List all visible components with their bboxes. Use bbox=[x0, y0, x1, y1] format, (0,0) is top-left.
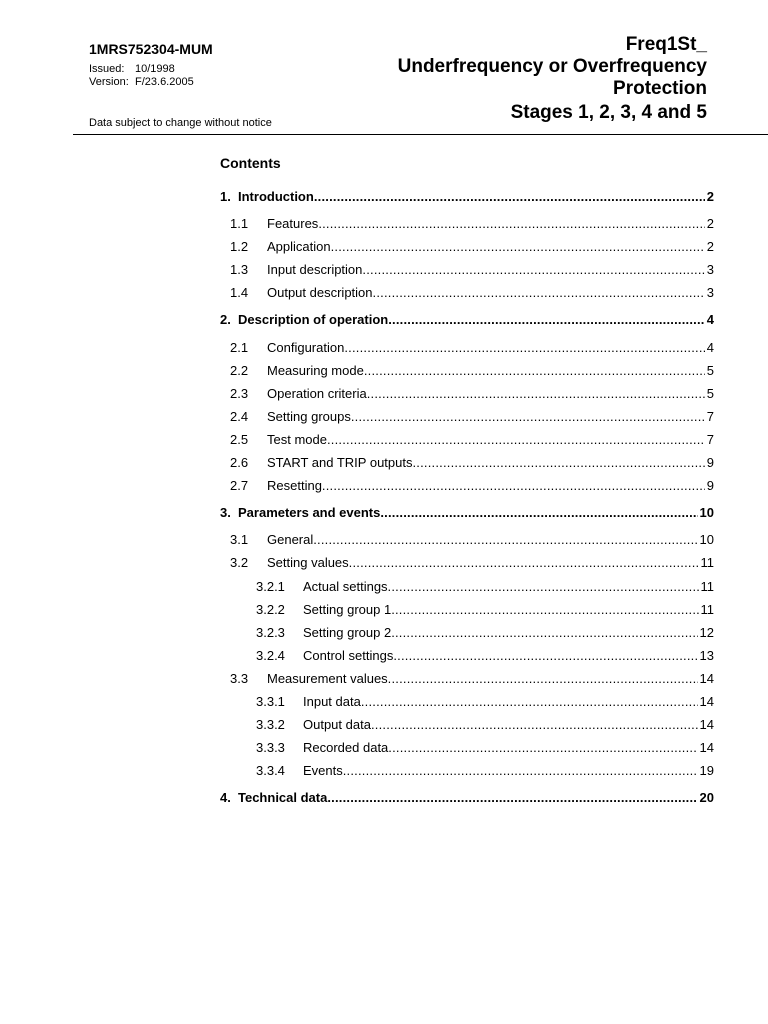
toc-entry-title: Setting values bbox=[267, 555, 349, 571]
toc-dot-leader bbox=[364, 359, 705, 382]
toc-list bbox=[220, 185, 714, 809]
toc-dot-leader bbox=[391, 598, 698, 621]
toc-entry[interactable] bbox=[220, 667, 714, 690]
toc-entry-number: 1. bbox=[220, 189, 231, 204]
toc-dot-leader bbox=[388, 736, 697, 759]
issued-value: 10/1998 bbox=[135, 63, 175, 75]
title-line: Underfrequency or Overfrequency bbox=[397, 56, 707, 77]
toc-entry-page: 4 bbox=[706, 312, 714, 328]
toc-entry-number: 3.3.3 bbox=[256, 740, 285, 756]
toc-entry[interactable] bbox=[220, 235, 714, 258]
toc-dot-leader bbox=[393, 644, 697, 667]
toc-dot-leader bbox=[380, 501, 697, 524]
toc-entry[interactable] bbox=[220, 451, 714, 474]
toc-entry-page: 2 bbox=[706, 239, 714, 255]
toc-entry-page: 2 bbox=[706, 216, 714, 232]
toc-dot-leader bbox=[362, 258, 704, 281]
toc-entry-number: 2.7 bbox=[230, 478, 249, 494]
toc-entry-page: 10 bbox=[699, 505, 714, 521]
toc-entry-title: General bbox=[267, 532, 314, 548]
toc-entry-page: 13 bbox=[699, 647, 714, 663]
toc-entry-page: 11 bbox=[700, 601, 714, 617]
toc-entry-title: Technical data bbox=[238, 790, 328, 806]
toc-entry-title: Parameters and events bbox=[238, 505, 381, 521]
toc-entry-title: Operation criteria bbox=[267, 385, 367, 401]
toc-entry-title: Output data bbox=[303, 717, 371, 733]
toc-entry-number: 1.3 bbox=[230, 262, 249, 278]
toc-entry-page: 12 bbox=[699, 624, 714, 640]
version-label: Version: bbox=[89, 76, 129, 88]
toc-entry[interactable] bbox=[220, 258, 714, 281]
toc-entry[interactable] bbox=[220, 713, 714, 736]
issued-label: Issued: bbox=[89, 63, 125, 75]
toc-entry[interactable] bbox=[220, 759, 714, 782]
toc-entry-page: 7 bbox=[706, 408, 714, 424]
toc-dot-leader bbox=[327, 786, 697, 809]
toc-dot-leader bbox=[331, 235, 705, 258]
toc-entry-number: 4. bbox=[220, 790, 231, 806]
toc-entry-number: 2.1 bbox=[230, 339, 249, 355]
toc-entry-number: 1.1 bbox=[230, 216, 249, 232]
toc-entry-page: 19 bbox=[699, 763, 714, 779]
toc-entry-page: 10 bbox=[699, 532, 714, 548]
toc-entry[interactable] bbox=[220, 621, 714, 644]
toc-dot-leader bbox=[371, 713, 698, 736]
toc-entry-page: 14 bbox=[699, 740, 714, 756]
toc-entry-number: 1.2 bbox=[230, 239, 249, 255]
toc-entry-number: 1.4 bbox=[230, 285, 249, 301]
toc-dot-leader bbox=[361, 690, 698, 713]
toc-dot-leader bbox=[373, 281, 705, 304]
toc-entry[interactable] bbox=[220, 528, 714, 551]
toc-entry[interactable] bbox=[220, 786, 714, 809]
toc-dot-leader bbox=[388, 667, 698, 690]
version-value: F/23.6.2005 bbox=[135, 76, 194, 88]
toc-entry-title: Measuring mode bbox=[267, 362, 364, 378]
toc-entry-title: Configuration bbox=[267, 339, 345, 355]
toc-entry[interactable] bbox=[220, 644, 714, 667]
toc-entry[interactable] bbox=[220, 212, 714, 235]
toc-entry-title: Setting groups bbox=[267, 408, 351, 424]
toc-dot-leader bbox=[388, 308, 705, 331]
toc-entry[interactable] bbox=[220, 405, 714, 428]
toc-dot-leader bbox=[391, 621, 697, 644]
toc-entry-page: 3 bbox=[706, 285, 714, 301]
toc-entry-number: 3.3.4 bbox=[256, 763, 285, 779]
toc-entry[interactable] bbox=[220, 336, 714, 359]
toc-entry-number: 3.3.1 bbox=[256, 693, 285, 709]
toc-entry[interactable] bbox=[220, 308, 714, 331]
toc-entry-number: 2.6 bbox=[230, 455, 249, 471]
toc-entry-number: 2.4 bbox=[230, 408, 249, 424]
toc-entry[interactable] bbox=[220, 551, 714, 574]
toc-entry-number: 3.2.4 bbox=[256, 647, 285, 663]
toc-entry-number: 2.5 bbox=[230, 431, 249, 447]
toc-entry[interactable] bbox=[220, 281, 714, 304]
toc-entry-number: 3. bbox=[220, 505, 231, 521]
toc-entry-title: Actual settings bbox=[303, 578, 388, 594]
toc-dot-leader bbox=[344, 336, 704, 359]
toc-entry-number: 2.2 bbox=[230, 362, 249, 378]
toc-dot-leader bbox=[351, 405, 705, 428]
title-line: Protection bbox=[613, 78, 707, 99]
toc-entry[interactable] bbox=[220, 185, 714, 208]
table-of-contents bbox=[220, 155, 714, 809]
title-line: Stages 1, 2, 3, 4 and 5 bbox=[510, 102, 707, 123]
toc-entry-number: 3.3.2 bbox=[256, 717, 285, 733]
toc-entry-number: 3.2.1 bbox=[256, 578, 285, 594]
toc-entry-page: 11 bbox=[700, 555, 714, 571]
toc-entry[interactable] bbox=[220, 736, 714, 759]
version-line bbox=[89, 76, 194, 89]
toc-entry[interactable] bbox=[220, 474, 714, 497]
change-notice: Data subject to change without notice bbox=[89, 117, 272, 129]
title-line: Freq1St_ bbox=[625, 34, 707, 55]
toc-entry-title: Features bbox=[267, 216, 319, 232]
toc-entry-title: Application bbox=[267, 239, 331, 255]
toc-entry[interactable] bbox=[220, 501, 714, 524]
toc-entry-title: START and TRIP outputs bbox=[267, 455, 413, 471]
toc-entry-page: 14 bbox=[699, 693, 714, 709]
toc-dot-leader bbox=[314, 185, 705, 208]
toc-dot-leader bbox=[388, 575, 699, 598]
toc-entry-number: 2. bbox=[220, 312, 231, 328]
toc-entry-number: 3.2 bbox=[230, 555, 249, 571]
toc-entry-number: 3.1 bbox=[230, 532, 249, 548]
toc-entry-number: 3.3 bbox=[230, 670, 249, 686]
toc-entry-number: 3.2.2 bbox=[256, 601, 285, 617]
toc-dot-leader bbox=[322, 474, 705, 497]
toc-entry-title: Setting group 2 bbox=[303, 624, 392, 640]
toc-entry-page: 4 bbox=[706, 339, 714, 355]
toc-entry-title: Description of operation bbox=[238, 312, 389, 328]
toc-entry[interactable] bbox=[220, 598, 714, 621]
toc-entry[interactable] bbox=[220, 382, 714, 405]
toc-dot-leader bbox=[413, 451, 705, 474]
toc-dot-leader bbox=[349, 551, 699, 574]
toc-entry[interactable] bbox=[220, 690, 714, 713]
toc-entry-page: 9 bbox=[706, 478, 714, 494]
toc-entry-number: 2.3 bbox=[230, 385, 249, 401]
issued-line bbox=[89, 63, 175, 76]
header-divider bbox=[73, 134, 768, 135]
toc-entry-title: Control settings bbox=[303, 647, 394, 663]
toc-entry-title: Setting group 1 bbox=[303, 601, 392, 617]
contents-heading: Contents bbox=[220, 155, 281, 171]
toc-entry-title: Resetting bbox=[267, 478, 322, 494]
toc-entry-page: 2 bbox=[706, 189, 714, 204]
toc-entry-page: 5 bbox=[706, 362, 714, 378]
toc-entry-page: 7 bbox=[706, 431, 714, 447]
toc-dot-leader bbox=[313, 528, 697, 551]
toc-entry-title: Input data bbox=[303, 693, 361, 709]
toc-entry-page: 11 bbox=[700, 578, 714, 594]
toc-entry-title: Input description bbox=[267, 262, 363, 278]
toc-entry-page: 5 bbox=[706, 385, 714, 401]
toc-dot-leader bbox=[343, 759, 698, 782]
document-number: 1MRS752304-MUM bbox=[89, 41, 213, 57]
toc-entry[interactable] bbox=[220, 359, 714, 382]
toc-dot-leader bbox=[327, 428, 705, 451]
toc-entry-title: Recorded data bbox=[303, 740, 389, 756]
toc-entry-title: Test mode bbox=[267, 431, 327, 447]
document-title bbox=[398, 34, 707, 124]
toc-entry-page: 20 bbox=[699, 790, 714, 806]
toc-entry-page: 3 bbox=[706, 262, 714, 278]
toc-entry-page: 14 bbox=[699, 670, 714, 686]
toc-entry-title: Introduction bbox=[238, 189, 314, 204]
toc-entry-page: 14 bbox=[699, 717, 714, 733]
toc-dot-leader bbox=[318, 212, 704, 235]
toc-dot-leader bbox=[367, 382, 705, 405]
toc-entry-title: Output description bbox=[267, 285, 373, 301]
toc-entry[interactable] bbox=[220, 428, 714, 451]
toc-entry-number: 3.2.3 bbox=[256, 624, 285, 640]
toc-entry-title: Events bbox=[303, 763, 343, 779]
toc-entry-page: 9 bbox=[706, 455, 714, 471]
toc-entry-title: Measurement values bbox=[267, 670, 388, 686]
toc-entry[interactable] bbox=[220, 575, 714, 598]
